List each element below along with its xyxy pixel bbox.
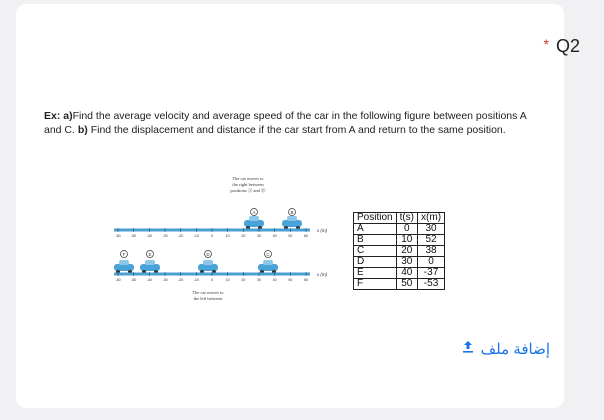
bottom-tick-label: -40 [146,278,152,282]
table-cell-position: E [354,268,397,279]
table-cell-time: 20 [396,246,417,257]
car-bottom-d-icon [198,260,218,274]
question-title [544,36,580,57]
table-cell-time: 40 [396,268,417,279]
marker-e-label: E [148,252,152,257]
car-top-b-icon [282,216,302,230]
car-bottom-f-icon [114,260,134,274]
motion-figure-svg [84,170,334,320]
bottom-tick-label: 50 [288,278,293,282]
add-file-label: إضافة ملف [480,341,550,358]
bottom-caption-1: The car moves to [192,290,224,295]
marker-c [265,251,272,258]
top-tick-label: 40 [272,234,277,238]
marker-d [205,251,212,258]
top-caption-3: positions Ⓐ and Ⓑ [230,188,266,193]
position-table-wrap [353,212,445,290]
top-caption-1: The car moves to [232,176,264,181]
marker-d-label: D [206,252,210,257]
top-axis-unit: x (m) [316,228,328,233]
question-prefix: Ex: a) [44,110,73,122]
position-table [353,212,445,290]
bottom-tick-label: 10 [225,278,230,282]
top-tick-label: 20 [241,234,246,238]
table-cell-position: D [354,257,397,268]
marker-c-label: C [266,252,270,257]
table-cell-time: 30 [396,257,417,268]
top-caption-2: the right between [232,182,264,187]
table-cell-position: A [354,224,397,235]
question-part-b: Find the displacement and distance if the car start from A and return to the same position. [87,123,506,136]
marker-b-label: B [290,210,294,215]
bottom-tick-label: 20 [241,278,246,282]
marker-b [289,209,296,216]
table-cell-position: F [354,279,397,290]
table-cell-x: 0 [418,257,445,268]
top-tick-label: -30 [162,234,168,238]
car-bottom-c-icon [258,260,278,274]
bottom-tick-label: -20 [178,278,184,282]
top-axis [114,228,328,233]
table-cell-x: -37 [418,268,445,279]
bottom-tick-label: -60 [115,278,121,282]
top-tick-label: -50 [131,234,137,238]
bottom-axis-unit: x (m) [316,272,328,277]
bottom-tick-label: 30 [257,278,261,282]
table-row [354,257,445,268]
question-text [44,110,544,137]
bottom-tick-label: -30 [162,278,168,282]
top-tick-label: 60 [304,234,308,238]
bottom-tick-label: 40 [272,278,277,282]
marker-a [251,209,258,216]
question-part-a: Find the average velocity and average speed of the car in the following figure between positions A and C. [44,110,527,136]
upload-icon [461,340,475,358]
table-cell-position: C [354,246,397,257]
question-part-b-label: b) [77,123,88,136]
table-cell-time: 0 [396,224,417,235]
table-cell-x: -53 [418,279,445,290]
motion-figure [84,170,334,320]
table-body [354,224,445,290]
table-cell-time: 10 [396,235,417,246]
table-header-row [354,213,445,224]
required-marker: * [543,36,549,52]
table-row [354,246,445,257]
top-tick-label: 0 [211,234,213,238]
header-x: x(m) [418,213,445,224]
top-tick-label: 30 [257,234,261,238]
top-tick-label: -60 [115,234,121,238]
car-bottom-e-icon [140,260,160,274]
bottom-tick-label: -10 [193,278,199,282]
marker-f [121,251,128,258]
bottom-axis [114,272,328,277]
top-tick-label: -10 [193,234,199,238]
table-row [354,224,445,235]
question-label: Q2 [555,36,580,56]
table-cell-time: 50 [396,279,417,290]
header-time: t(s) [396,213,417,224]
top-tick-label: 10 [225,234,230,238]
table-cell-x: 38 [418,246,445,257]
table-cell-x: 30 [418,224,445,235]
table-cell-position: B [354,235,397,246]
table-row [354,279,445,290]
car-top-a-icon [244,216,264,230]
bottom-tick-label: 60 [304,278,308,282]
table-row [354,235,445,246]
table-row [354,268,445,279]
top-tick-label: -20 [178,234,184,238]
bottom-tick-label: 0 [211,278,213,282]
header-position: Position [354,213,397,224]
marker-a-label: A [252,210,256,215]
top-tick-label: -40 [146,234,152,238]
marker-f-label: F [122,252,126,257]
table-cell-x: 52 [418,235,445,246]
add-file-button[interactable] [461,340,550,358]
bottom-tick-label: -50 [131,278,137,282]
marker-e [147,251,154,258]
bottom-caption-2: the left between [193,296,223,301]
top-tick-label: 50 [288,234,293,238]
